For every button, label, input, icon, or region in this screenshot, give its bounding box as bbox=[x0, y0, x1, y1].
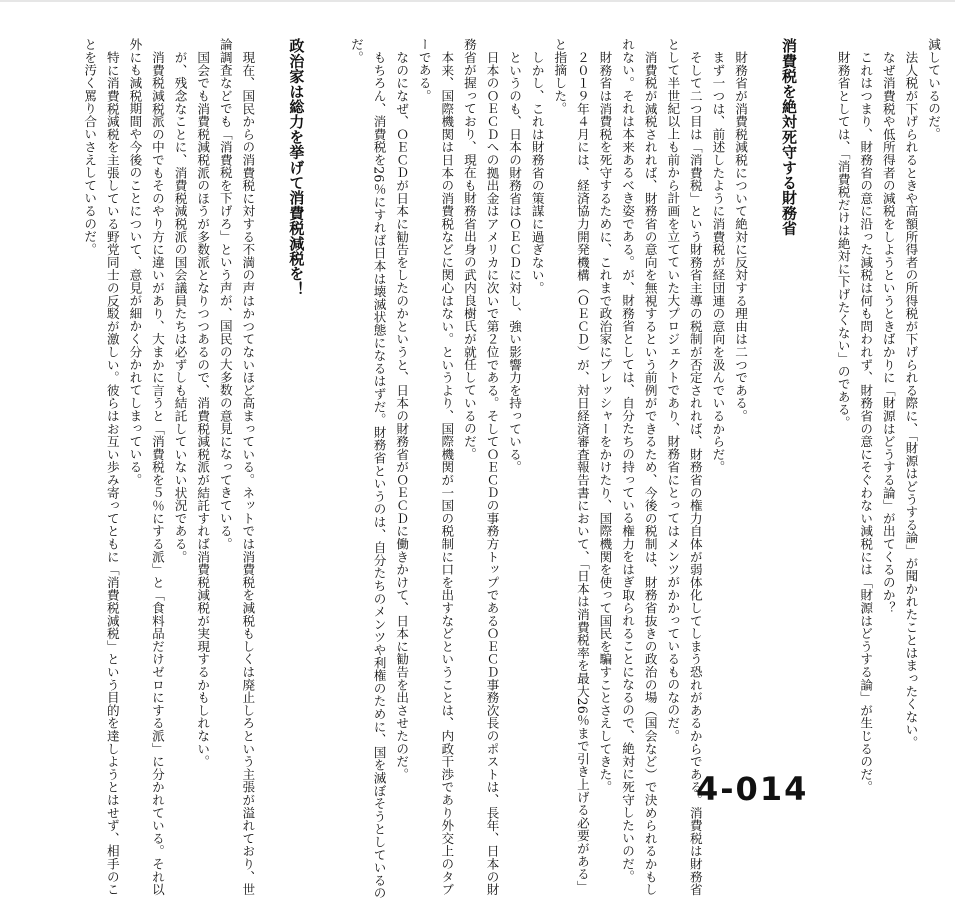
section1-paragraph: まず一つは、前述したように消費税が経団連の意向を汲んでいるからだ。 bbox=[710, 50, 726, 473]
lead-paragraph-4: これはつまり、財務省の意に沿った減税は何も問われず、財務省の意にそぐわない減税には「財源はどうする論」が生じるのだ。 bbox=[858, 50, 874, 793]
lead-paragraph-1: 減しているのだ。 bbox=[926, 38, 941, 141]
section1-paragraph: 日本のＯＥＣＤへの拠出金はアメリカに次いで第２位である。そしてＯＥＣＤの事務方トップであるＯＥＣＤ事務次長のポストは、長年、日本の財務省が握っており、現在も財務省出身の武内良樹氏が就任しているのだ。 bbox=[461, 38, 500, 896]
section-heading-finance-ministry: 消費税を絶対死守する財務省 bbox=[780, 38, 799, 236]
section1-paragraph: なのになぜ、ＯＥＣＤが日本に勧告をしたのかというと、日本の財務省がＯＥＣＤに働きかけて、日本に勧告を出させたのだ。 bbox=[394, 50, 410, 781]
section2-paragraph: 現在、国民からの消費税に対する不満の声はかつてないほど高まっている。ネットでは消費税を減税もしくは廃止しろという主張が溢れており、世論調査などでも「消費税を下げろ」という声が、国民の大多数の意見になってきている。 bbox=[217, 38, 256, 896]
lead-paragraph-5: 財務省としては、「消費税だけは絶対に下げたくない」のである。 bbox=[835, 50, 851, 429]
section1-paragraph: もちろん、消費税を26％にすれば日本は壊滅状態になるはずだ。財務省というのは、自分たちのメンツや利権のために、国を滅ぼそうとしているのだ。 bbox=[348, 38, 387, 900]
lead-paragraph-2: 法人税が下げられるときや高額所得者の所得税が下げられる際に、「財源はどうする論」が聞かれたことはまったくない。 bbox=[903, 50, 919, 749]
section1-paragraph: 本来、国際機関は日本の消費税などに関心はない。というより、国際機関が一国の税制に口を出すなどということは、内政干渉であり外交上のタブーである。 bbox=[416, 38, 455, 896]
section1-paragraph: というのも、日本の財務省はＯＥＣＤに対し、強い影響力を持っている。 bbox=[507, 50, 523, 473]
section1-paragraph: 消費税が減税されれば、財務省の意向を無視するという前例ができるため、今後の税制は、財務省抜きの政治の場（国会など）で決められるかもしれない。それは本来あるべき姿である。が、財務省としては、自分たちの持っている権力をはぎ取られることになるので、絶対に死守したいのだ。 bbox=[620, 38, 658, 896]
section2-paragraph: 特に消費税減税を主張している野党同士の反駁が激しい。彼らはお互い歩み寄ってともに「消費税減税」という目的を達しようとはせず、相手のことを汚く罵り合いさえしているのだ。 bbox=[82, 38, 120, 896]
lead-paragraph-3: なぜ消費税や低所得者の減税をしようというときばかりに「財源はどうする論」が出てくるのか？ bbox=[880, 50, 896, 614]
section1-paragraph: 財務省は消費税を死守するために、これまで政治家にプレッシャーをかけたり、国際機関を使って国民を騙すことさえしてきた。 bbox=[597, 50, 613, 793]
section-heading-politicians: 政治家は総力を挙げて消費税減税を！ bbox=[287, 38, 306, 297]
top-divider bbox=[0, 0, 955, 2]
section2-paragraph: 消費税減税派の中でもそのやり方に違いがあり、大まかに言うと「消費税を５％にする派」と「食料品だけゼロにする派」に分かれている。それ以外にも減税期間や今後のことについて、意見が細かく分かれてしまっている。 bbox=[127, 38, 165, 896]
section1-paragraph: 財務省が消費税減税について絶対に反対する理由は二つである。 bbox=[733, 50, 749, 422]
section2-paragraph: が、残念なことに、消費税減税派の国会議員たちは必ずしも結託していない状況である。 bbox=[172, 50, 188, 563]
section1-paragraph: ２０１９年４月には、経済協力開発機構（ＯＥＣＤ）が、対日経済審査報告書において、「日本は消費税率を最大26％まで引き上げる必要がある」と指摘した。 bbox=[552, 38, 590, 893]
page-number: 4-014 bbox=[696, 770, 809, 808]
section1-paragraph: しかし、これは財務省の策謀に過ぎない。 bbox=[529, 50, 545, 294]
section1-paragraph: そして二つ目は「消費税」という財務省主導の税制が否定されれば、財務省の権力自体が弱体化してしまう恐れがあるからである。消費税は財務省として半世紀以上も前から計画を立てていた大プロジェクトであり、財務省にとってはメンツがかかっているものなのだ。 bbox=[665, 38, 703, 896]
section2-paragraph: 国会でも消費税減税派のほうが多数派となりつつあるので、消費税減税派が結託すれば消費税減税が実現するかもしれない。 bbox=[195, 50, 211, 768]
